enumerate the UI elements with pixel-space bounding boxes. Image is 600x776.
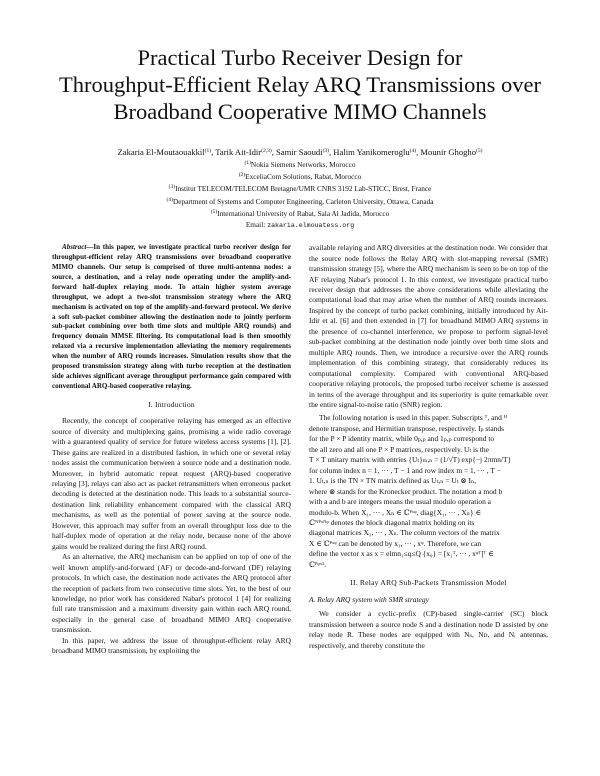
title-line: Throughput-Efficient Relay ARQ Transmissions over [58,72,542,97]
email-address: zakaria.elmouatess.org [267,222,355,230]
notation-line: T × T unitary matrix with entries {Uₜ}ₘ,ₙ = (1/√T) exp{−j 2πmn/T} [309,455,512,465]
affiliation-sup: (5) [210,208,218,215]
author-list: Zakaria El-Moutaouakkil$^{(1)}$, Tarik Ait-Idir$^{(2,3)}$, Samir Saoudi$^{(3)}$, Halim Yanikomeroglu$^{(4)}$, Mounir Ghogho$^{(5)}$ [117,147,483,157]
author-sup: (1) [204,148,212,154]
affiliation-text: Nokia Siemens Networks, Morocco [250,160,356,169]
intro-paragraph-3: In this paper, we address the issue of throughput-efficient relay ARQ broadband MIMO transmission, by exploiting the [52,635,291,656]
two-column-body [52,243,548,656]
email-line [52,219,548,231]
author-name: Samir Saoudi [276,147,323,157]
author-name: Halim Yanikomeroglu [333,147,410,157]
notation-line: for the P × P identity matrix, while 0ₚ,ₚ and 1ₚ,ₚ correspond to [309,434,495,444]
notation-line: denote transpose, and Hermitian transpose, respectively. Iₚ stands [309,423,504,433]
notation-line: The following notation is used in this paper. Subscripts ᵀ, and ᴴ [319,413,507,423]
notation-line: where ⊗ stands for the Kronecker product. The notation a mod b [309,486,503,496]
notation-line: define the vector x as x = elmn₁≤q≤Q {xᵩ} = [x₁ᵀ, ··· , xᵠᵀ]ᵀ ∈ [309,549,494,559]
affiliation [52,158,548,170]
affiliation [52,170,548,182]
intro-paragraph-2: As an alternative, the ARQ mechanism can be applied on top of one of the well known amplify-and-forward (AF) or decode-and-forward (DF) relaying protocols. In which case, the destination node activates the ARQ protocol after the reception of packets from two consecutive time slots. Yet, to the best of our knowledge, no prior work has considered Nabar's protocol 1 [4] for realizing full rate transmission and a maximum diversity gain within each ARQ round, especially in the general case of broadband MIMO ARQ cooperative transmission. [52,552,291,635]
affiliation-sup: (4) [166,196,173,203]
abstract-lead: Abstract [62,243,87,252]
title-line: Broadband Cooperative MIMO Channels [113,99,487,124]
affiliation-sup: (2) [238,172,246,179]
notation-line: with a and b are integers means the usual modulo operation a [309,497,491,507]
affiliation [52,182,548,194]
right-paragraph-1: available relaying and ARQ diversities at the destination node. We consider that the source node follows the Relay ARQ with slot-mapping reversal (SMR) transmission strategy [5], where the ARQ mechanism is seen to be on top of the AF relaying Nabar's protocol 1. In this context, we investigate practical turbo receiver design that addresses the above considerations while alleviating the computational load that may arise when the number of ARQ rounds increases. Inspired by the concept of turbo packet combining, initially introduced by Ait-Idir et al. [6] and then extended in [7] for broadband MIMO ARQ systems in the presence of co-channel interference, we propose to perform signal-level sub-packet combining at the destination node jointly over both time slots and multiple ARQ rounds. Then, we introduce a recursive over the ARQ rounds implementation of this combining strategy, that considerably reduces its computational complexity. Compared with conventional ARQ-based cooperative relaying protocols, the proposed turbo receiver scheme is assessed in terms of the average throughput and its superiority is quite remarkable over the entire signal-to-noise ratio (SNR) region. [309,243,548,410]
notation-line: 1. Uₜ,ₙ is the TN × TN matrix defined as Uₜ,ₙ = Uₜ ⊗ Iₙ, [309,476,477,486]
notation-line: the all zero and all one P × P matrices, respectively. Uₜ is the [309,444,489,454]
notation-line: X ∈ ℂᴾˣᵠ can be denoted by x₁, ··· , xᵠ. Therefore, we can [309,538,482,548]
notation-line: ℂᴾᵠˣ¹. [309,559,327,569]
abstract-body: —In this paper, we investigate practical turbo receiver design for throughput-efficient relay ARQ transmissions over broadband cooperative MIMO channels. Our setup is comprised of three multi-antenna nodes: a source, a destination, and a relay node operating under the amplify-and-forward half-duplex relaying mode. To attain higher system average throughput, we adopt a two-slot transmission strategy where the ARQ mechanism is activated on top of the amplify-and-forward protocol. We derive a soft sub-packet combiner allowing the destination node to jointly perform sub-packet combining over both time slots and multiple ARQ rounds) and frequency domain MMSE filtering. Its computational load is then smoothly relaxed via a recursive implementation alleviating the memory requirements when the number of ARQ rounds increases. Simulation results show that the proposed transmission strategy along with turbo reception at the destination side achieves significant average throughput performance gain compared with conventional ARQ-based cooperative relaying. [52,243,291,390]
right-paragraph-2: We consider a cyclic-prefix (CP)-based single-carrier (SC) block transmission between a source node S and a destination node D assisted by one relay node R. These nodes are equipped with Nₛ, Nᴅ, and Nᵣ antennas, respectively, and thereby constitute the [309,609,548,650]
author-name: Tarik Ait-Idir [215,147,262,157]
section-heading-introduction: I. Introduction [148,399,195,409]
right-column [309,243,548,656]
section-heading-system-model: II. Relay ARQ Sub-Packets Transmission Model [350,578,507,588]
affiliation [52,207,548,219]
paper-title [52,44,548,125]
affiliation-text: International University of Rabat, Sala Al Jadida, Morocco [217,208,390,218]
notation-line: modulo-b. When X₁, ··· , Xₙ ∈ ℂᴾˣᵠ, diag{X₁, ··· , Xₙ} ∈ [309,507,481,517]
intro-paragraph-1: Recently, the concept of cooperative relaying has emerged as an effective source of diversity and multiplexing gains, promising a wide radio coverage with a guaranteed quality of service for future wireless access systems [1], [2]. These gains are realized in a distributed fashion, in which one or several relay nodes assist the communication between a source node and a destination node. Moreover, in hybrid automatic repeat request (ARQ)-based cooperative relaying [3], relays can also act as packet retransmitters when erroneous packet decoding is detected at the destination node. This leads to a substantial source-destination link reliability enhancement compared with the classical ARQ mechanisms, as well as the potential of power saving at the source node. However, this approach may suffer from an overall throughput loss due to the half-duplex mode of operation at the relay node, because none of the above gains would be realized during the first ARQ round. [52,416,291,551]
author-sup: (5) [476,148,483,154]
left-column [52,243,291,656]
abstract [52,243,291,392]
notation-line: diagonal matrices X₁, ··· , Xₙ. The column vectors of the matrix [309,528,500,538]
affiliation-sup: (1) [244,160,251,166]
subsection-heading: A. Relay ARQ system with SMR strategy [309,594,429,604]
author-name: Zakaria El-Moutaouakkil [117,147,205,157]
author-sup: (2,3) [261,148,272,154]
affiliation-sup: (3) [168,184,176,191]
email-label: Email: [245,220,266,230]
affiliation-text: ExceliaCom Solutions, Rabat, Morocco [245,172,362,182]
author-sup: (4) [409,148,417,154]
author-name: Mounir Ghogho [420,147,477,157]
affiliation-text: Department of Systems and Computer Engineering, Carleton University, Ottawa, Canada [172,196,434,206]
notation-line: for column index n = 1, ··· , T − 1 and row index m = 1, ··· , T − [309,465,501,475]
notation-paragraph [309,413,548,570]
affiliation-text: Institut TELECOM/TELECOM Bretagne/UMR CNRS 3192 Lab-STICC, Brest, France [175,184,432,194]
notation-line: ℂᴺᴾˣᴺᵠ denotes the block diagonal matrix holding on its [309,518,475,527]
title-line: Practical Turbo Receiver Design for [137,45,463,70]
author-sup: (3) [322,148,329,154]
affiliation [52,195,548,207]
